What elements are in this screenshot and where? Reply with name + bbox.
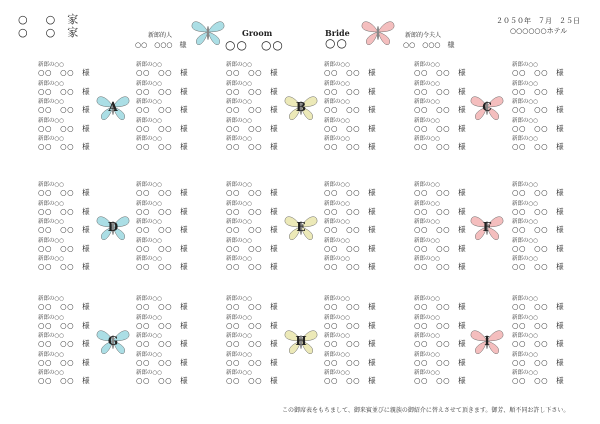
guest-name: ○○ ○○ 様: [324, 339, 377, 348]
guest-role: 新郎の○○: [324, 296, 351, 302]
guest-role: 新郎の○○: [324, 351, 351, 358]
table-butterfly-icon: [95, 212, 131, 242]
guest-name: ○○ ○○ 様: [136, 105, 189, 114]
guest-role: 新郎の○○: [136, 200, 163, 207]
guest-name: ○○ ○○ 様: [512, 188, 565, 197]
guest-name: ○○ ○○ 様: [324, 206, 377, 216]
guest-role: 新郎の○○: [324, 136, 351, 142]
guest-role: 新郎の○○: [324, 80, 351, 87]
guest-role: 新郎の○○: [512, 370, 539, 376]
guest-entry: [38, 296, 106, 311]
guest-name: ○○ ○○ 様: [226, 262, 279, 271]
family-circle: ○: [45, 26, 60, 39]
guest-name: ○○ ○○ 様: [324, 243, 377, 253]
guest-name: ○○ ○○ 様: [38, 357, 91, 367]
guest-name: ○○ ○○ 様: [136, 376, 189, 385]
guest-name: ○○ ○○ 様: [136, 188, 189, 197]
guest-entry: [324, 201, 392, 216]
guest-entry: [512, 315, 580, 330]
guest-entry: [38, 370, 106, 385]
guest-role: 新郎の○○: [226, 296, 253, 302]
guest-entry: [324, 352, 392, 367]
date: ２０５０年 ７月 ２５日: [496, 17, 580, 25]
guest-entry: [136, 256, 204, 271]
guest-role: 新郎の○○: [38, 351, 65, 358]
guest-entry: [226, 370, 294, 385]
guest-name: ○○ ○○ 様: [226, 357, 279, 367]
guest-name: ○○ ○○ 様: [136, 142, 189, 151]
guest-entry: [136, 201, 204, 216]
guest-role: 新郎の○○: [512, 219, 539, 225]
guest-entry: [136, 219, 204, 234]
guest-role: 新郎の○○: [38, 200, 65, 207]
guest-name: ○○ ○○ 様: [136, 86, 189, 96]
guest-role: 新郎の○○: [136, 370, 163, 376]
table-butterfly-icon: [95, 92, 131, 122]
table-butterfly-icon: [283, 92, 319, 122]
guest-name: ○○ ○○ 様: [226, 225, 279, 234]
guest-name: ○○ ○○ 様: [512, 206, 565, 216]
guest-role: 新郎の○○: [38, 314, 65, 321]
guest-role: 新郎の○○: [324, 370, 351, 376]
guest-name: ○○ ○○ 様: [38, 302, 91, 311]
guest-role: 新郎の○○: [136, 62, 163, 68]
guest-entry: [414, 182, 482, 197]
guest-name: ○○ ○○ 様: [226, 86, 279, 96]
guest-role: 新郎の○○: [324, 182, 351, 188]
venue: ○○○○○○ホテル: [510, 27, 568, 35]
guest-name: ○○ ○○ 様: [414, 243, 467, 253]
guest-role: 新郎の○○: [136, 237, 163, 244]
guest-entry: [324, 99, 392, 114]
guest-name: ○○ ○○ 様: [324, 376, 377, 385]
guest-name: ○○ ○○ 様: [414, 68, 467, 77]
table-letter: G: [107, 334, 119, 348]
guest-name: ○○ ○○ 様: [414, 339, 467, 348]
guest-name: ○○ ○○ 様: [324, 262, 377, 271]
table-letter: F: [482, 220, 492, 234]
guest-role: 新郎の○○: [136, 296, 163, 302]
guest-name: ○○ ○○ 様: [324, 225, 377, 234]
guest-name: ○○ ○○ 様: [226, 105, 279, 114]
guest-role: 新郎の○○: [414, 182, 441, 188]
guest-name: ○○ ○○ 様: [324, 105, 377, 114]
guest-role: 新郎の○○: [512, 237, 539, 244]
guest-role: 新郎の○○: [226, 256, 253, 262]
guest-name: ○○ ○○ 様: [324, 68, 377, 77]
guest-role: 新郎の○○: [324, 99, 351, 105]
guest-role: 新郎の○○: [512, 99, 539, 105]
guest-name: ○○ ○○ 様: [512, 225, 565, 234]
guest-name: ○○ ○○ 様: [512, 105, 565, 114]
guest-name: ○○ ○○ 様: [414, 142, 467, 151]
guest-entry: [38, 62, 106, 77]
guest-role: 新郎の○○: [136, 351, 163, 358]
guest-role: 新郎の○○: [136, 219, 163, 225]
guest-entry: [414, 296, 482, 311]
guest-role: 新郎の○○: [414, 62, 441, 68]
table-butterfly-icon: [283, 212, 319, 242]
guest-role: 新郎の○○: [226, 117, 253, 124]
table-butterfly-icon: [469, 92, 505, 122]
guest-entry: [414, 136, 482, 151]
guest-entry: [324, 136, 392, 151]
guest-entry: [226, 62, 294, 77]
guest-name: ○○ ○○ 様: [414, 105, 467, 114]
guest-entry: [512, 201, 580, 216]
guest-entry: [324, 238, 392, 253]
table-letter: B: [295, 100, 307, 114]
guest-role: 新郎の○○: [136, 333, 163, 339]
table-letter: D: [107, 220, 119, 234]
guest-role: 新郎の○○: [324, 237, 351, 244]
guest-entry: [38, 182, 106, 197]
guest-entry: [512, 370, 580, 385]
guest-role: 新郎の○○: [38, 370, 65, 376]
guest-role: 新郎の○○: [414, 333, 441, 339]
guest-role: 新郎の○○: [38, 182, 65, 188]
guest-name: ○○ ○○ 様: [136, 302, 189, 311]
guest-name: ○○ ○○ 様: [226, 188, 279, 197]
family-row-1: [18, 14, 82, 26]
guest-role: 新郎の○○: [414, 117, 441, 124]
guest-entry: [136, 315, 204, 330]
guest-entry: [324, 296, 392, 311]
guest-name: ○○ ○○ 様: [324, 320, 377, 330]
guest-name: ○○ ○○ 様: [414, 206, 467, 216]
guest-name: ○○ ○○ 様: [512, 86, 565, 96]
guest-role: 新郎の○○: [512, 62, 539, 68]
guest-role: 新郎の○○: [38, 80, 65, 87]
guest-entry: [136, 99, 204, 114]
guest-role: 新郎の○○: [324, 333, 351, 339]
family-circle: ○: [45, 13, 60, 26]
guest-name: ○○ ○○ 様: [512, 262, 565, 271]
guest-role: 新郎の○○: [38, 256, 65, 262]
guest-name: ○○ ○○ 様: [414, 376, 467, 385]
guest-entry: [512, 333, 580, 348]
bride-name: ○○: [325, 36, 348, 50]
guest-role: 新郎の○○: [38, 219, 65, 225]
guest-entry: [38, 136, 106, 151]
guest-role: 新郎の○○: [38, 237, 65, 244]
guest-role: 新郎の○○: [136, 256, 163, 262]
guest-role: 新郎の○○: [512, 314, 539, 321]
guest-role: 新郎の○○: [324, 200, 351, 207]
guest-role: 新郎の○○: [226, 333, 253, 339]
guest-role: 新郎の○○: [226, 351, 253, 358]
guest-name: ○○ ○○ 様: [38, 68, 91, 77]
table-butterfly-icon: [469, 212, 505, 242]
guest-name: ○○ ○○ 様: [414, 262, 467, 271]
guest-name: ○○ ○○ 様: [136, 357, 189, 367]
groom-name: ○○ ○○: [225, 38, 284, 52]
guest-name: ○○ ○○ 様: [38, 320, 91, 330]
guest-entry: [136, 182, 204, 197]
guest-name: ○○ ○○ 様: [38, 86, 91, 96]
footer-note: この御席表をもちまして、御来賓並びに親族の御紹介に替えさせて頂きます。御芳、順不同お許し下さい。: [282, 407, 570, 414]
bride-butterfly-icon: [360, 17, 396, 47]
guest-name: ○○ ○○ 様: [38, 262, 91, 271]
guest-role: 新郎の○○: [226, 370, 253, 376]
guest-role: 新郎の○○: [226, 200, 253, 207]
guest-name: ○○ ○○ 様: [512, 243, 565, 253]
guest-entry: [226, 182, 294, 197]
guest-name: ○○ ○○ 様: [136, 339, 189, 348]
guest-entry: [136, 352, 204, 367]
guest-role: 新郎の○○: [226, 237, 253, 244]
guest-entry: [512, 118, 580, 133]
groom-parent-name: ○○ ○○○ 様: [135, 41, 187, 49]
guest-role: 新郎の○○: [414, 80, 441, 87]
groom-label: Groom: [242, 28, 273, 38]
guest-name: ○○ ○○ 様: [38, 123, 91, 133]
guest-name: ○○ ○○ 様: [226, 339, 279, 348]
guest-role: 新郎の○○: [226, 80, 253, 87]
guest-name: ○○ ○○ 様: [38, 376, 91, 385]
guest-role: 新郎の○○: [512, 117, 539, 124]
family-ie: 家: [67, 13, 83, 26]
guest-entry: [512, 256, 580, 271]
guest-entry: [324, 256, 392, 271]
guest-name: ○○ ○○ 様: [226, 206, 279, 216]
family-circle: ○: [18, 13, 32, 26]
guest-entry: [324, 182, 392, 197]
guest-name: ○○ ○○ 様: [38, 206, 91, 216]
guest-name: ○○ ○○ 様: [136, 243, 189, 253]
guest-role: 新郎の○○: [414, 136, 441, 142]
guest-role: 新郎の○○: [512, 333, 539, 339]
guest-role: 新郎の○○: [136, 117, 163, 124]
guest-name: ○○ ○○ 様: [226, 376, 279, 385]
guest-entry: [324, 315, 392, 330]
guest-entry: [136, 118, 204, 133]
bride-parent-label: 新郎的令夫人: [405, 32, 442, 39]
guest-entry: [414, 370, 482, 385]
guest-entry: [512, 99, 580, 114]
guest-entry: [512, 352, 580, 367]
guest-role: 新郎の○○: [324, 256, 351, 262]
guest-role: 新郎の○○: [414, 219, 441, 225]
guest-role: 新郎の○○: [136, 80, 163, 87]
guest-name: ○○ ○○ 様: [512, 142, 565, 151]
guest-entry: [512, 238, 580, 253]
table-letter: A: [108, 100, 118, 114]
guest-role: 新郎の○○: [512, 296, 539, 302]
guest-role: 新郎の○○: [226, 62, 253, 68]
guest-name: ○○ ○○ 様: [414, 302, 467, 311]
guest-role: 新郎の○○: [38, 62, 65, 68]
guest-role: 新郎の○○: [414, 200, 441, 207]
guest-name: ○○ ○○ 様: [414, 320, 467, 330]
guest-entry: [226, 136, 294, 151]
guest-role: 新郎の○○: [136, 99, 163, 105]
guest-name: ○○ ○○ 様: [38, 243, 91, 253]
groom-parent-label: 新郎的人: [148, 32, 173, 39]
guest-role: 新郎の○○: [226, 219, 253, 225]
guest-name: ○○ ○○ 様: [324, 302, 377, 311]
guest-entry: [136, 136, 204, 151]
guest-role: 新郎の○○: [324, 314, 351, 321]
guest-entry: [414, 62, 482, 77]
guest-name: ○○ ○○ 様: [414, 225, 467, 234]
guest-role: 新郎の○○: [414, 351, 441, 358]
guest-role: 新郎の○○: [414, 296, 441, 302]
guest-name: ○○ ○○ 様: [136, 123, 189, 133]
guest-entry: [324, 333, 392, 348]
guest-name: ○○ ○○ 様: [324, 123, 377, 133]
guest-role: 新郎の○○: [512, 136, 539, 142]
guest-entry: [324, 118, 392, 133]
guest-role: 新郎の○○: [512, 351, 539, 358]
guest-name: ○○ ○○ 様: [414, 357, 467, 367]
bride-parent-name: ○○ ○○○ 様: [403, 41, 455, 49]
guest-entry: [136, 81, 204, 96]
guest-role: 新郎の○○: [38, 136, 65, 142]
guest-entry: [136, 333, 204, 348]
guest-role: 新郎の○○: [136, 314, 163, 321]
guest-name: ○○ ○○ 様: [226, 320, 279, 330]
guest-role: 新郎の○○: [38, 117, 65, 124]
guest-role: 新郎の○○: [38, 99, 65, 105]
family-row-2: [18, 27, 82, 39]
guest-role: 新郎の○○: [512, 200, 539, 207]
guest-name: ○○ ○○ 様: [136, 225, 189, 234]
guest-name: ○○ ○○ 様: [512, 123, 565, 133]
guest-name: ○○ ○○ 様: [324, 142, 377, 151]
guest-name: ○○ ○○ 様: [226, 142, 279, 151]
guest-name: ○○ ○○ 様: [226, 123, 279, 133]
guest-entry: [324, 370, 392, 385]
guest-name: ○○ ○○ 様: [38, 339, 91, 348]
guest-name: ○○ ○○ 様: [512, 68, 565, 77]
guest-role: 新郎の○○: [226, 182, 253, 188]
guest-name: ○○ ○○ 様: [136, 320, 189, 330]
guest-name: ○○ ○○ 様: [414, 188, 467, 197]
guest-role: 新郎の○○: [512, 256, 539, 262]
guest-name: ○○ ○○ 様: [136, 206, 189, 216]
guest-entry: [324, 62, 392, 77]
guest-name: ○○ ○○ 様: [226, 68, 279, 77]
guest-role: 新郎の○○: [414, 256, 441, 262]
guest-entry: [226, 256, 294, 271]
guest-role: 新郎の○○: [226, 99, 253, 105]
guest-name: ○○ ○○ 様: [136, 262, 189, 271]
guest-role: 新郎の○○: [226, 136, 253, 142]
guest-entry: [226, 296, 294, 311]
guest-name: ○○ ○○ 様: [38, 105, 91, 114]
guest-name: ○○ ○○ 様: [38, 142, 91, 151]
guest-role: 新郎の○○: [414, 237, 441, 244]
guest-entry: [512, 81, 580, 96]
guest-role: 新郎の○○: [324, 117, 351, 124]
bride-label: Bride: [325, 28, 350, 38]
guest-entry: [136, 238, 204, 253]
guest-name: ○○ ○○ 様: [38, 225, 91, 234]
guest-name: ○○ ○○ 様: [324, 357, 377, 367]
guest-name: ○○ ○○ 様: [324, 188, 377, 197]
guest-name: ○○ ○○ 様: [38, 188, 91, 197]
guest-role: 新郎の○○: [38, 296, 65, 302]
guest-entry: [136, 62, 204, 77]
table-butterfly-icon: [469, 326, 505, 356]
guest-role: 新郎の○○: [226, 314, 253, 321]
guest-role: 新郎の○○: [414, 314, 441, 321]
family-circle: ○: [18, 26, 32, 39]
table-letter: H: [295, 334, 307, 348]
guest-role: 新郎の○○: [136, 182, 163, 188]
table-letter: E: [296, 220, 306, 234]
guest-role: 新郎の○○: [512, 182, 539, 188]
guest-entry: [512, 219, 580, 234]
guest-entry: [512, 296, 580, 311]
table-letter: I: [484, 334, 490, 348]
guest-name: ○○ ○○ 様: [226, 302, 279, 311]
guest-name: ○○ ○○ 様: [512, 320, 565, 330]
family-ie: 家: [67, 26, 83, 39]
guest-name: ○○ ○○ 様: [324, 86, 377, 96]
guest-entry: [136, 296, 204, 311]
table-letter: C: [482, 100, 492, 114]
groom-butterfly-icon: [190, 17, 226, 47]
guest-entry: [324, 219, 392, 234]
table-butterfly-icon: [283, 326, 319, 356]
guest-name: ○○ ○○ 様: [136, 68, 189, 77]
guest-role: 新郎の○○: [324, 62, 351, 68]
guest-name: ○○ ○○ 様: [414, 123, 467, 133]
guest-role: 新郎の○○: [414, 370, 441, 376]
guest-role: 新郎の○○: [38, 333, 65, 339]
guest-entry: [512, 182, 580, 197]
guest-role: 新郎の○○: [136, 136, 163, 142]
guest-name: ○○ ○○ 様: [226, 243, 279, 253]
guest-role: 新郎の○○: [512, 80, 539, 87]
guest-name: ○○ ○○ 様: [512, 302, 565, 311]
guest-name: ○○ ○○ 様: [512, 376, 565, 385]
guest-name: ○○ ○○ 様: [414, 86, 467, 96]
guest-role: 新郎の○○: [324, 219, 351, 225]
table-butterfly-icon: [95, 326, 131, 356]
guest-entry: [38, 256, 106, 271]
guest-name: ○○ ○○ 様: [512, 339, 565, 348]
guest-entry: [324, 81, 392, 96]
guest-entry: [414, 256, 482, 271]
guest-entry: [136, 370, 204, 385]
guest-role: 新郎の○○: [414, 99, 441, 105]
guest-name: ○○ ○○ 様: [512, 357, 565, 367]
guest-entry: [512, 136, 580, 151]
guest-entry: [512, 62, 580, 77]
